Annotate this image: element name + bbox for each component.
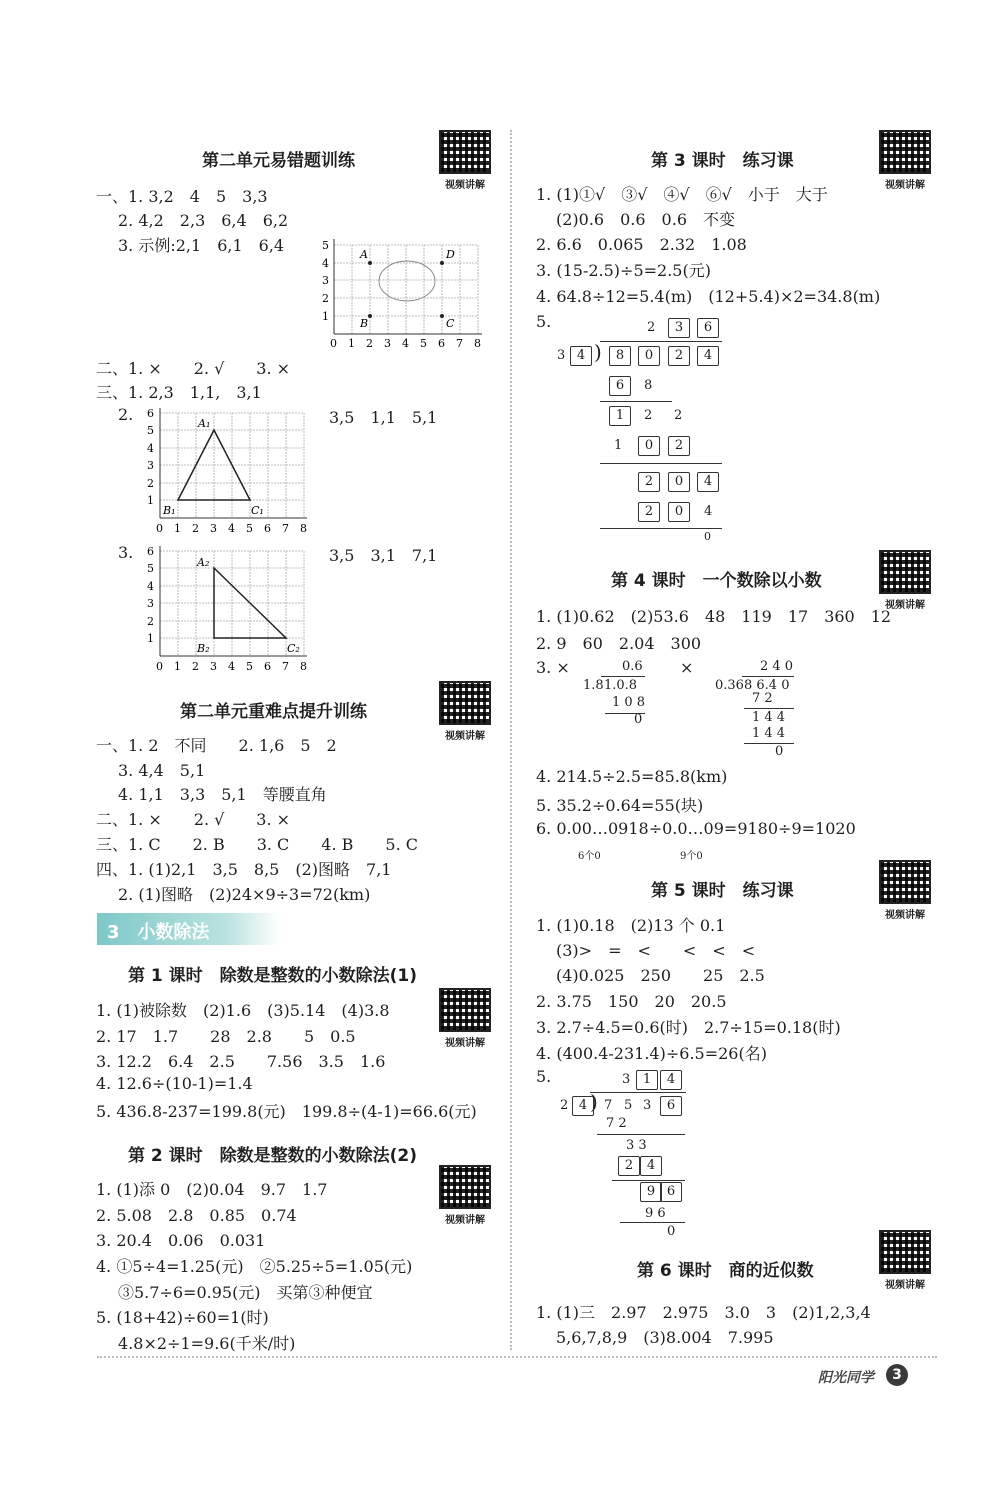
answer-line: 二、1. × 2. √ 3. ×	[96, 359, 291, 378]
step-box: 6	[660, 1182, 682, 1202]
quotient-box: 1	[636, 1070, 658, 1090]
answer-line: 2. 17 1.7 28 2.8 5 0.5	[96, 1027, 356, 1046]
answer-line: 3,5 3,1 7,1	[329, 546, 438, 565]
divisor: 1.8	[583, 678, 604, 693]
answer-line: 1. (1)0.62 (2)53.6 48 119 17 360 12	[536, 607, 892, 626]
tick-label: 8	[474, 337, 481, 350]
answer-line: ×	[680, 658, 694, 677]
answer-line: 4. 64.8÷12=5.4(m) (12+5.4)×2=34.8(m)	[536, 287, 881, 306]
tick-label: 1	[322, 310, 329, 323]
product: 7 2	[752, 691, 773, 706]
grid-figure-3	[145, 546, 310, 676]
tick-label: 2	[322, 292, 329, 305]
division-bracket: )	[590, 1090, 598, 1114]
step-digit: 4	[704, 504, 713, 519]
quotient-box: 4	[660, 1070, 682, 1090]
step-box: 2	[638, 472, 660, 492]
quotient-digit: 2	[647, 320, 656, 335]
partial: 1 4 4	[752, 710, 786, 725]
answer-line: 2. 4,2 2,3 6,4 6,2	[118, 211, 289, 230]
tick-label: 4	[228, 660, 235, 673]
step-box: 4	[640, 1156, 662, 1176]
qr-code[interactable]	[879, 1230, 931, 1274]
product: 1 0 8	[612, 695, 646, 710]
point-label: C₂	[287, 642, 300, 655]
tick-label: 1	[174, 660, 181, 673]
tick-label: 6	[147, 407, 154, 420]
tick-label: 4	[322, 257, 329, 270]
answer-line: 4.8×2÷1=9.6(千米/时)	[118, 1334, 296, 1353]
quotient: 2 4 0	[760, 659, 794, 674]
tick-label: 3	[210, 660, 217, 673]
map-shape	[379, 261, 435, 301]
division-bar	[601, 676, 645, 677]
qr-code[interactable]	[879, 130, 931, 174]
section-title: 第 4 课时 一个数除以小数	[611, 571, 822, 591]
tick-label: 6	[264, 522, 271, 535]
dividend-digit: 5	[624, 1098, 633, 1113]
point-label: A₂	[197, 556, 210, 569]
point-label: B	[360, 317, 369, 330]
section-title: 第 5 课时 练习课	[651, 881, 794, 901]
division-bar	[590, 1092, 686, 1093]
dividend-digit: 3	[643, 1098, 652, 1113]
answer-line: 3.	[118, 543, 134, 562]
tick-label: 4	[402, 337, 409, 350]
answer-line: 3,5 1,1 5,1	[329, 408, 438, 427]
answer-line: 1. (1)添 0 (2)0.04 9.7 1.7	[96, 1180, 328, 1199]
divisor-box: 4	[572, 1096, 594, 1116]
divisor-digit: 2	[560, 1098, 569, 1113]
answer-line: 1. (1)被除数 (2)1.6 (3)5.14 (4)3.8	[96, 1001, 390, 1020]
tick-label: 3	[210, 522, 217, 535]
answer-line: 三、1. 2,3 1,1, 3,1	[96, 383, 262, 402]
answer-line: 5. 436.8-237=199.8(元) 199.8÷(4-1)=66.6(元)	[96, 1102, 477, 1121]
tick-label: 0	[156, 522, 163, 535]
step-box: 1	[609, 406, 631, 426]
page-badge: 3	[886, 1364, 908, 1386]
answer-line: 5. 35.2÷0.64=55(块)	[536, 796, 704, 815]
dividend-box: 4	[697, 346, 719, 366]
dividend: 1.0.8	[604, 678, 638, 693]
tick-label: 8	[300, 660, 307, 673]
answer-line: 4. 12.6÷(10-1)=1.4	[96, 1074, 253, 1093]
product: 7 2	[606, 1116, 627, 1131]
answer-line: (2)0.6 0.6 0.6 不变	[556, 210, 736, 229]
step-line	[620, 1222, 685, 1223]
tick-label: 2	[192, 660, 199, 673]
answer-line: 6. 0.00…0918÷0.0…09=9180÷9=1020	[536, 819, 856, 838]
answer-line: 5,6,7,8,9 (3)8.004 7.995	[556, 1328, 774, 1347]
point-label: B₁	[163, 504, 176, 517]
tick-label: 5	[246, 522, 253, 535]
tick-label: 1	[174, 522, 181, 535]
answer-line: 5. (18+42)÷60=1(时)	[96, 1308, 269, 1327]
qr-label: 视频讲解	[885, 180, 925, 191]
step-line	[600, 401, 672, 402]
tick-label: 1	[147, 494, 154, 507]
section-title: 第二单元重难点提升训练	[180, 702, 367, 722]
answer-line: (3)> = < < < <	[556, 941, 756, 960]
step-box: 0	[638, 436, 660, 456]
section-title: 第 6 课时 商的近似数	[637, 1261, 814, 1281]
product: 1 4 4	[752, 726, 786, 741]
tick-label: 3	[384, 337, 391, 350]
answer-line: 2. 6.6 0.065 2.32 1.08	[536, 235, 747, 254]
point-label: D	[446, 248, 455, 261]
quotient-box: 6	[697, 318, 719, 338]
qr-code[interactable]	[879, 550, 931, 594]
tick-label: 7	[456, 337, 463, 350]
answer-line: 2. 9 60 2.04 300	[536, 634, 702, 653]
point-label: B₂	[197, 642, 210, 655]
answer-line: 2. (1)图略 (2)24×9÷3=72(km)	[118, 885, 371, 904]
step-line	[744, 708, 794, 709]
step-line	[744, 743, 794, 744]
section-title: 第 2 课时 除数是整数的小数除法(2)	[128, 1146, 418, 1166]
step-box: 0	[668, 502, 690, 522]
brace-note: 6个0	[578, 851, 601, 862]
qr-label: 视频讲解	[885, 910, 925, 921]
answer-line: 二、1. × 2. √ 3. ×	[96, 810, 291, 829]
answer-line: 3. 12.2 6.4 2.5 7.56 3.5 1.6	[96, 1052, 386, 1071]
qr-code[interactable]	[879, 860, 931, 904]
division-bracket: )	[594, 340, 602, 364]
brand-logo: 阳光同学	[818, 1370, 874, 1386]
tick-label: 5	[246, 660, 253, 673]
step-box: 6	[609, 376, 631, 396]
tick-label: 5	[147, 562, 154, 575]
footer-line	[97, 1356, 937, 1358]
answer-line: 一、1. 3,2 4 5 3,3	[96, 187, 268, 206]
qr-label: 视频讲解	[445, 1038, 485, 1049]
section-title: 第 3 课时 练习课	[651, 151, 794, 171]
product: 9 6	[645, 1206, 666, 1221]
answer-line: 3. 20.4 0.06 0.031	[96, 1231, 266, 1250]
tick-label: 6	[438, 337, 445, 350]
tick-label: 5	[420, 337, 427, 350]
division-bar	[742, 676, 794, 677]
answer-line: 1. (1)①√ ③√ ④√ ⑥√ 小于 大于	[536, 185, 828, 204]
qr-label: 视频讲解	[445, 1215, 485, 1226]
step-digit: 2	[644, 408, 653, 423]
tick-label: 0	[330, 337, 337, 350]
chapter-banner	[97, 913, 280, 945]
section-title: 第二单元易错题训练	[202, 151, 355, 171]
answer-line: 一、1. 2 不同 2. 1,6 5 2	[96, 736, 337, 755]
tick-label: 3	[147, 597, 154, 610]
tick-label: 3	[322, 274, 329, 287]
answer-line: 4. (400.4-231.4)÷6.5=26(名)	[536, 1044, 767, 1063]
qr-code[interactable]	[439, 130, 491, 174]
remainder: 0	[634, 712, 643, 727]
quotient: 0.6	[622, 659, 643, 674]
tick-label: 2	[192, 522, 199, 535]
grid	[334, 245, 478, 334]
quotient-box: 3	[668, 318, 690, 338]
column-divider	[510, 130, 512, 1350]
grid-figure-1	[322, 237, 482, 350]
qr-code[interactable]	[439, 681, 491, 725]
tick-label: 2	[366, 337, 373, 350]
divisor-box: 4	[570, 346, 592, 366]
tick-label: 4	[147, 442, 154, 455]
answer-line: 4. 214.5÷2.5=85.8(km)	[536, 767, 728, 786]
dividend-box: 2	[668, 346, 690, 366]
grid-figure-2	[145, 408, 310, 538]
tick-label: 5	[147, 424, 154, 437]
answer-line: 1. (1)三 2.97 2.975 3.0 3 (2)1,2,3,4	[536, 1303, 871, 1322]
dividend-box: 0	[638, 346, 660, 366]
step-box: 2	[638, 502, 660, 522]
tick-label: 1	[147, 632, 154, 645]
step-line	[597, 1134, 685, 1135]
tick-label: 2	[147, 477, 154, 490]
chapter-title: 3 小数除法	[107, 922, 210, 943]
qr-label: 视频讲解	[445, 731, 485, 742]
divisor: 0.36	[715, 678, 744, 693]
step-digit: 2	[674, 408, 683, 423]
step-box: 9	[640, 1182, 662, 1202]
tick-label: 7	[282, 522, 289, 535]
answer-line: 4. ①5÷4=1.25(元) ②5.25÷5=1.05(元)	[96, 1257, 413, 1276]
answer-line: 3. 2.7÷4.5=0.6(时) 2.7÷15=0.18(时)	[536, 1018, 841, 1037]
tick-label: 2	[147, 615, 154, 628]
qr-label: 视频讲解	[885, 600, 925, 611]
step-box: 2	[668, 436, 690, 456]
tick-label: 8	[300, 522, 307, 535]
point-label: A₁	[198, 417, 211, 430]
remainder: 0	[667, 1224, 676, 1239]
answer-line: 2.	[118, 405, 134, 424]
point-label: C	[446, 317, 455, 330]
qr-code[interactable]	[439, 1165, 491, 1209]
answer-line: 三、1. C 2. B 3. C 4. B 5. C	[96, 835, 419, 854]
tick-label: 6	[147, 545, 154, 558]
tick-label: 0	[156, 660, 163, 673]
step-box: 4	[697, 472, 719, 492]
remainder: 0	[775, 744, 784, 759]
step-line	[600, 463, 722, 464]
divisor-digit: 3	[557, 348, 566, 363]
section-title: 第 1 课时 除数是整数的小数除法(1)	[128, 966, 418, 986]
answer-line: (4)0.025 250 25 2.5	[556, 966, 765, 985]
dividend: 8 6.4 0	[744, 678, 790, 693]
tick-label: 5	[322, 239, 329, 252]
point-label: A	[360, 248, 368, 261]
answer-line: 3. 4,4 5,1	[118, 761, 206, 780]
quotient-digit: 3	[622, 1072, 631, 1087]
answer-line: 1. (1)0.18 (2)13 个 0.1	[536, 916, 726, 935]
answer-line: 4. 1,1 3,3 5,1 等腰直角	[118, 785, 327, 804]
answer-line: 3. (15-2.5)÷5=2.5(元)	[536, 261, 711, 280]
dividend-box: 6	[660, 1096, 682, 1116]
qr-code[interactable]	[439, 988, 491, 1032]
partial: 3 3	[626, 1138, 647, 1153]
tick-label: 7	[282, 660, 289, 673]
remainder-digit: 0	[704, 530, 711, 543]
step-box: 0	[668, 472, 690, 492]
answer-line: 四、1. (1)2,1 3,5 8,5 (2)图略 7,1	[96, 860, 392, 879]
tick-label: 3	[147, 459, 154, 472]
step-line	[600, 528, 722, 529]
answer-line: 2. 5.08 2.8 0.85 0.74	[96, 1206, 297, 1225]
tick-label: 4	[228, 522, 235, 535]
tick-label: 4	[147, 580, 154, 593]
tick-label: 6	[264, 660, 271, 673]
division-bar	[600, 341, 722, 342]
dividend-box: 8	[609, 346, 631, 366]
qr-label: 视频讲解	[885, 1280, 925, 1291]
answer-line: 2. 3.75 150 20 20.5	[536, 992, 727, 1011]
point-label: C₁	[251, 504, 264, 517]
qr-label: 视频讲解	[445, 180, 485, 191]
answer-line: ③5.7÷6=0.95(元) 买第③种便宜	[118, 1283, 373, 1302]
step-digit: 1	[614, 438, 623, 453]
brace-note: 9个0	[680, 851, 703, 862]
tick-label: 1	[348, 337, 355, 350]
step-digit: 8	[644, 378, 653, 393]
answer-line: 5.	[536, 312, 552, 331]
answer-line: 3. 示例:2,1 6,1 6,4	[118, 236, 285, 255]
answer-line: 5.	[536, 1067, 552, 1086]
answer-line: 3. ×	[536, 658, 570, 677]
step-box: 2	[618, 1156, 640, 1176]
dividend-digit: 7	[604, 1098, 613, 1113]
step-line	[612, 1180, 685, 1181]
